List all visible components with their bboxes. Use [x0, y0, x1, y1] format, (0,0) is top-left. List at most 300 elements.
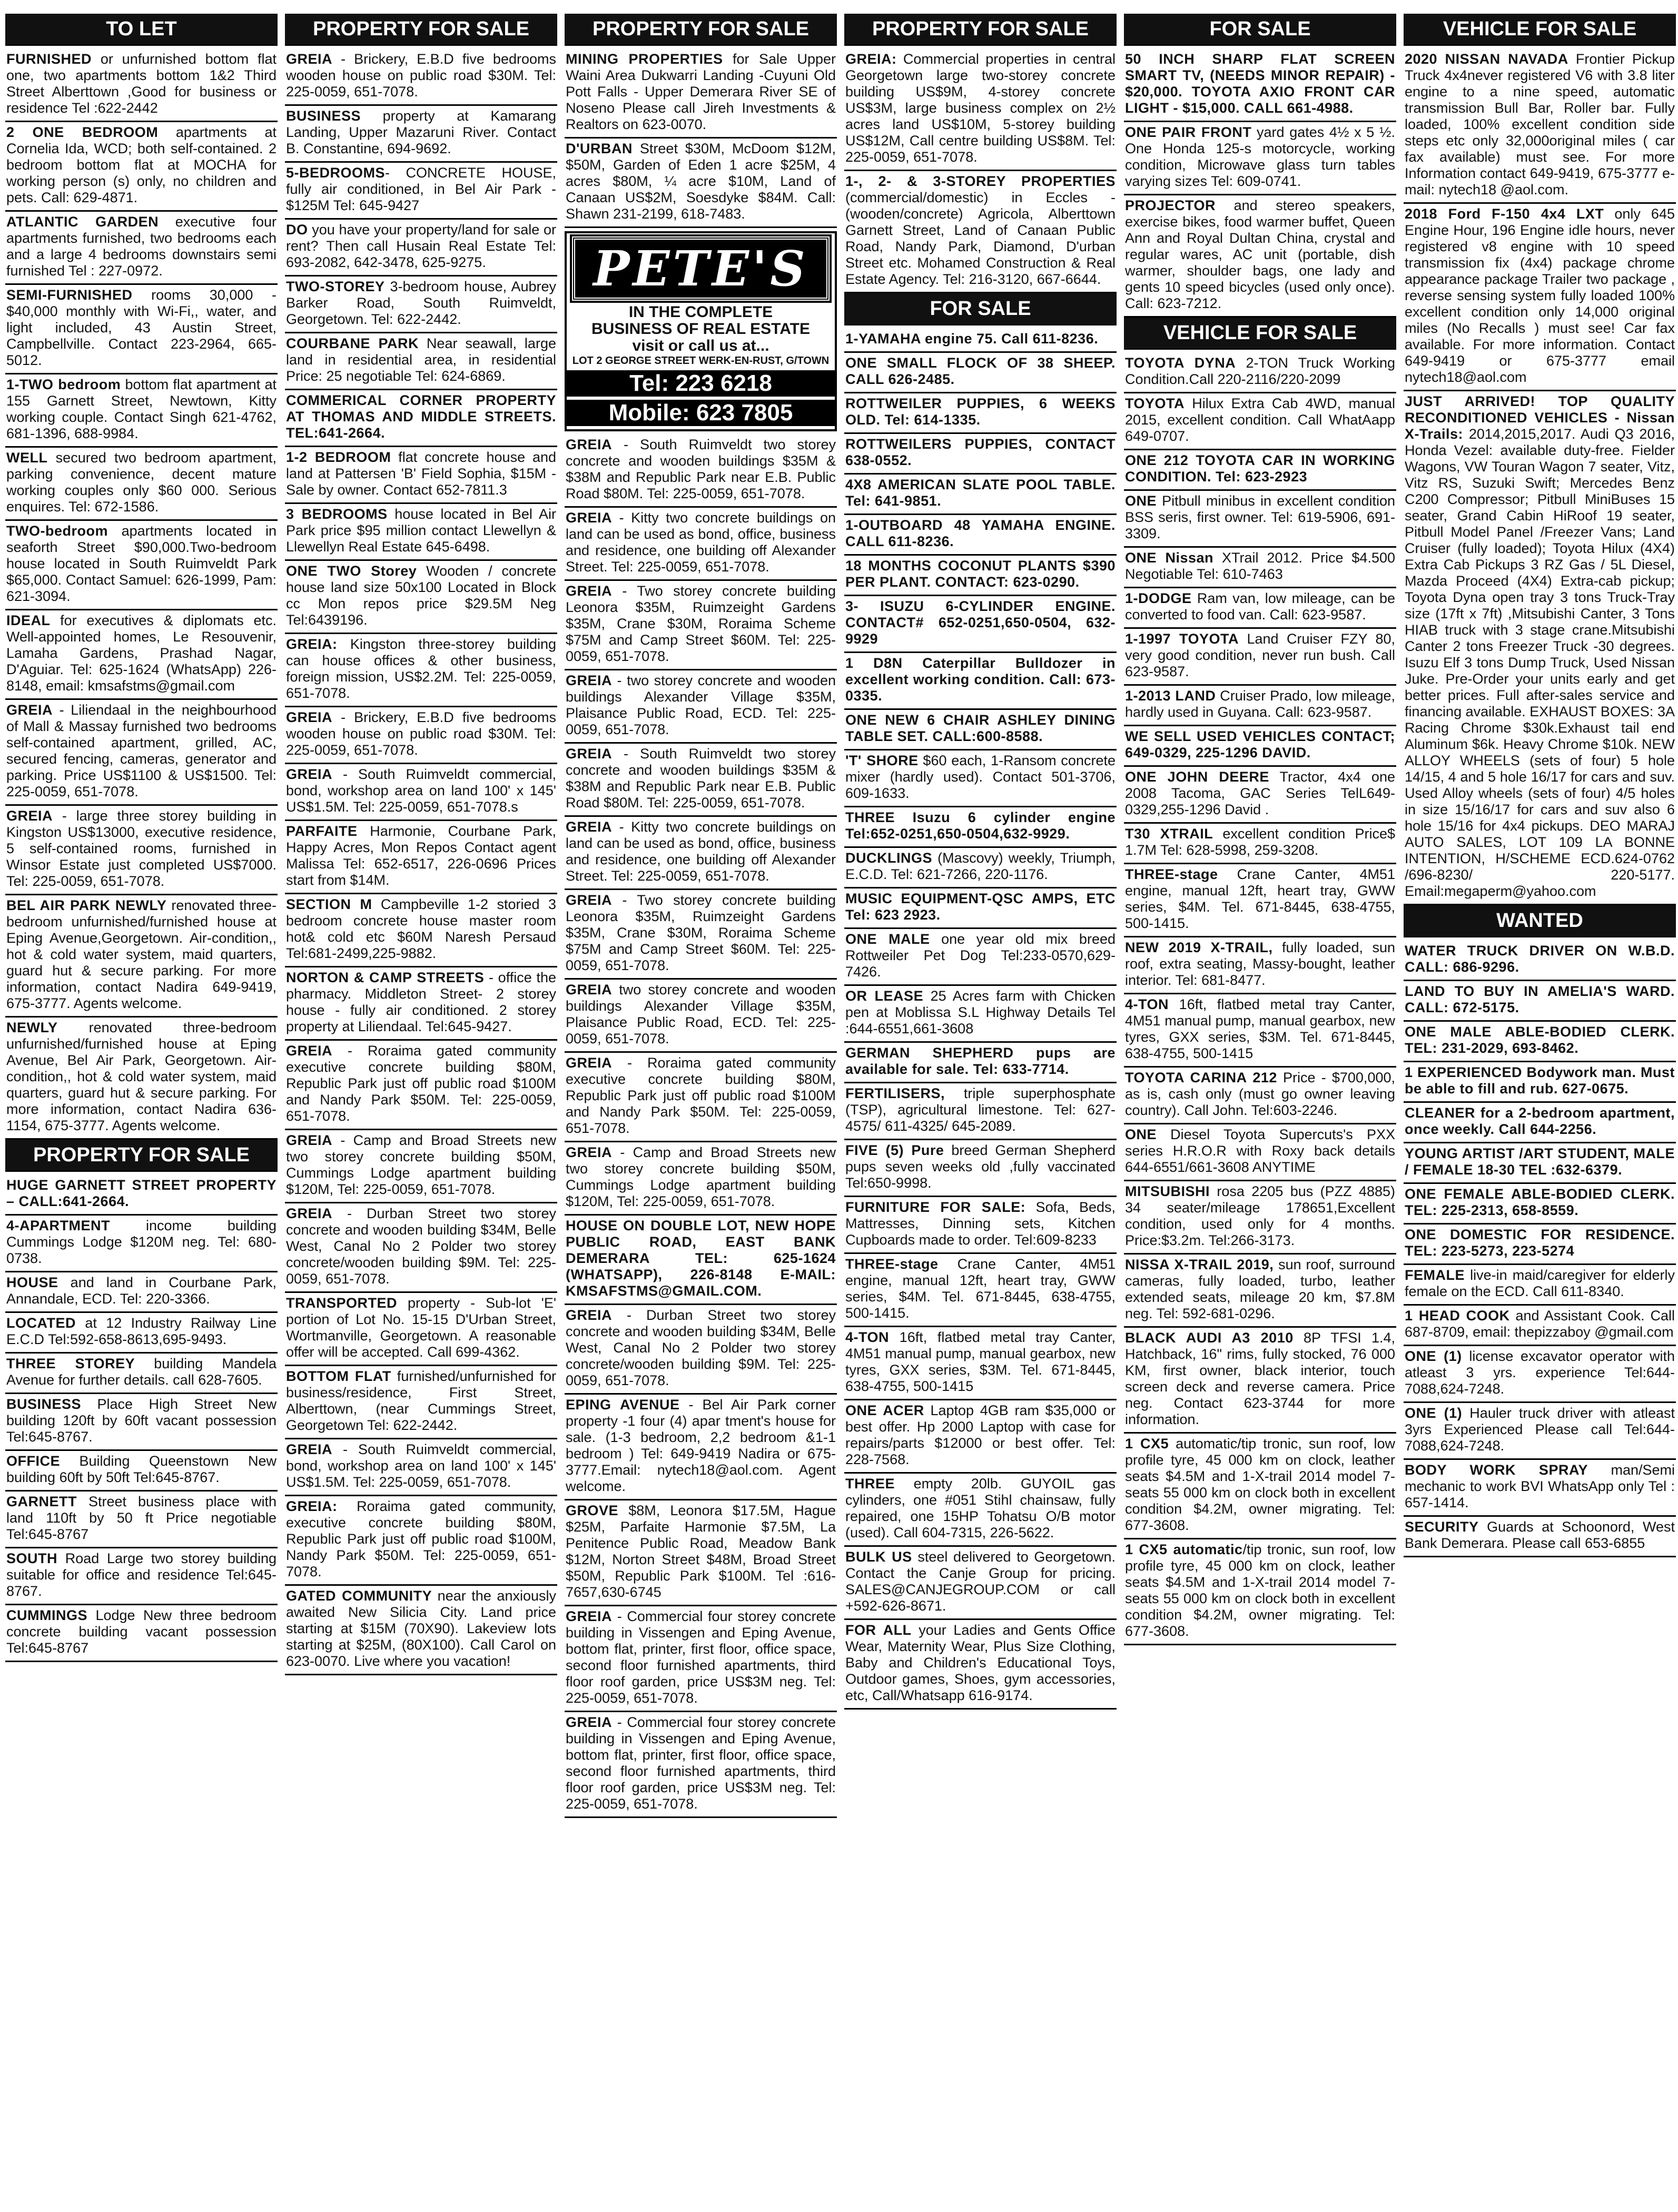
- ad-lead: GREIA: [6, 702, 53, 718]
- ad-lead: YOUNG ARTIST /ART STUDENT, MALE / FEMALE 18-30 TEL :632-6379.: [1405, 1146, 1675, 1178]
- classified-ad: [1124, 1068, 1396, 1124]
- ad-body: 8P TFSI 1.4, Hatchback, 16" rims, fully stocked, 76 000 KM, first owner, black interior, touch screen deck and reverse camera. Price neg. Contact 623-3744 for more information.: [1125, 1330, 1395, 1427]
- ad-body: for Sale Upper Waini Area Dukwarri Landing -Cuyuni Old Pott Falls - Upper Demerara River SE of Noseno Please call Jireh Investments & Realtors on 623-0070.: [566, 51, 836, 132]
- ad-body: rooms 30,000 - $40,000 monthly with Wi-Fi,, water, and light included, 43 Austin Street, Campbellville. Contact 223-2964, 665-5012.: [6, 287, 277, 368]
- classified-ad: [285, 1293, 557, 1366]
- ad-body: sun roof, surround cameras, fully loaded, turbo, leather extended seats, mileage 20 km, $7.8M neg. Tel: 592-681-0296.: [1125, 1257, 1395, 1321]
- ad-body: live-in maid/caregiver for elderly female on the ECD. Call 611-8340.: [1405, 1267, 1675, 1299]
- ad-lead: GROVE: [566, 1503, 619, 1518]
- classified-ad: [565, 1053, 837, 1142]
- ad-body: Wooden / concrete house land size 50x100 Located in Block cc Mon repos price $29.5M Neg Tel:6439196.: [286, 563, 557, 628]
- classified-ad: [844, 353, 1117, 393]
- classified-ad: [565, 1606, 837, 1712]
- ad-body: - Camp and Broad Streets new two storey concrete building $50M, Cummings Lodge apartment building $120M, Tel: 225-0059, 651-7078.: [566, 1144, 836, 1209]
- ad-lead: ONE TWO Storey: [286, 563, 417, 579]
- classified-ad: [5, 448, 278, 521]
- ad-body: XTrail 2012. Price $4.500 Negotiable Tel: 610-7463: [1125, 550, 1395, 582]
- classified-ad: [1124, 353, 1396, 393]
- ad-body: Ram van, low mileage, can be converted to food van. Call: 623-9587.: [1125, 590, 1395, 623]
- ad-body: and land in Courbane Park, Annandale, ECD. Tel: 220-3366.: [6, 1275, 277, 1307]
- classified-ad: [1404, 981, 1676, 1022]
- ad-lead: FURNISHED: [6, 51, 92, 67]
- column-1: [5, 14, 278, 2212]
- ad-lead: SEMI-FURNISHED: [6, 287, 133, 303]
- ad-body: secured two bedroom apartment, parking convenience, decent mature working couples only $60 000. Serious enquires. Tel: 672-1586.: [6, 450, 277, 515]
- ad-body: 2-TON Truck Working Condition.Call 220-2116/220-2099: [1125, 355, 1396, 387]
- ad-body: Land Cruiser FZY 80, very good condition, never run bush. Call 623-9587.: [1125, 631, 1396, 679]
- ad-lead: ATLANTIC GARDEN: [6, 214, 159, 230]
- classified-ad: [1404, 1022, 1676, 1062]
- ad-body: license excavator operator with atleast 3 yrs. experience Tel:644-7088,624-7248.: [1405, 1348, 1675, 1397]
- ad-lead: TRANSPORTED: [286, 1295, 398, 1311]
- classified-ad: [285, 333, 557, 390]
- ad-lead: ONE NEW 6 CHAIR ASHLEY DINING TABLE SET. CALL:600-8588.: [845, 712, 1116, 744]
- ad-lead: 1-1997 TOYOTA: [1125, 631, 1239, 647]
- ad-body: automatic/tip tronic, sun roof, low profile tyre, 45 000 km on clock, leather seats $4.5M and 1-X-trail 2014 model 7-seats 55 000 km on clock both in excellent condition $4.2M, owner migrating. Tel: 677-3608.: [1125, 1436, 1395, 1533]
- ad-lead: NISSA X-TRAIL 2019,: [1125, 1257, 1274, 1272]
- ad-body: - Camp and Broad Streets new two storey concrete building $50M, Cummings Lodge apartment building $120M, Tel: 225-0059, 651-7078.: [286, 1132, 556, 1197]
- classified-ad: [5, 895, 278, 1018]
- ad-body: 16ft, flatbed metal tray Canter, 4M51 manual pump, manual gearbox, new tyres, GXX series, $3M. Tel. 671-8445, 638-4755, 500-1415: [845, 1329, 1116, 1394]
- ad-lead: 1-TWO bedroom: [6, 377, 121, 392]
- ad-lead: GREIA: [286, 709, 333, 725]
- ad-lead: BLACK AUDI A3 2010: [1125, 1330, 1294, 1346]
- classified-ad: [844, 848, 1117, 888]
- ad-lead: SECTION M: [286, 896, 372, 912]
- section-heading: FOR SALE: [1124, 14, 1396, 46]
- classified-ad: [1404, 1143, 1676, 1184]
- classified-ad: [565, 581, 837, 670]
- ad-body: Frontier Pickup Truck 4x4never registered V6 with 3.8 liter engine to a nine speed, automatic transmission Bull Bar, Roller bar. Fully loaded, 100% excellent condition side steps etc only 32,000original miles ( car fax available) must see. For more Information contact 649-9419, 675-3777 e-mail: nytech18 @aol.com.: [1405, 51, 1675, 197]
- ad-lead: 3- ISUZU 6-CYLINDER ENGINE. CONTACT# 652-0251,650-0504, 632-9929: [845, 598, 1116, 647]
- ad-lead: THREE Isuzu 6 cylinder engine Tel:652-0251,650-0504,632-9929.: [845, 809, 1116, 842]
- classified-ad: [844, 329, 1117, 353]
- ad-lead: ONE DOMESTIC FOR RESIDENCE. TEL: 223-5273, 223-5274: [1405, 1227, 1675, 1259]
- logo-mobile: Mobile: 623 7805: [567, 400, 835, 426]
- ad-body: man/Semi mechanic to work BVI WhatsApp only Tel : 657-1414.: [1405, 1462, 1675, 1510]
- ad-lead: NORTON & CAMP STREETS: [286, 970, 485, 985]
- classified-ad: [5, 806, 278, 895]
- classified-ad: [1404, 1265, 1676, 1306]
- ad-lead: 2 ONE BEDROOM: [6, 124, 159, 140]
- ad-body: Diesel Toyota Supercuts's PXX series H.R.O.R with Roxy back details 644-6551/661-3608 ANYTIME: [1125, 1127, 1395, 1175]
- ad-body: (commercial/domestic) in Eccles - (wooden/concrete) Agricola, Alberttown Garnett Street, Land of Canaan Public Road, Nandy Park, Diamond, D'urban Street etc. Mohamed Construction & Real Estate Agency. Tel: 216-3120, 667-6644.: [845, 190, 1116, 287]
- ad-body: - office the pharmacy. Middleton Street- 2 storey house - fully air conditioned. 2 storey property at Liliendaal. Tel:645-9427.: [286, 970, 556, 1034]
- ad-lead: CLEANER for a 2-bedroom apartment, once weekly. Call 644-2256.: [1405, 1105, 1675, 1137]
- column-4: [844, 14, 1117, 2212]
- classified-ad: [565, 49, 837, 139]
- ad-lead: GREIA: [286, 1132, 333, 1148]
- ad-body: executive four apartments furnished, two bedrooms each and a large 4 bedrooms downstairs semi furnished Tel : 227-0972.: [6, 214, 277, 279]
- logo-address: LOT 2 GEORGE STREET WERK-EN-RUST, G/TOWN: [572, 355, 830, 367]
- ad-body: Lodge New three bedroom concrete building vacant possession Tel:645-8767: [6, 1607, 277, 1656]
- ad-body: 3-bedroom house, Aubrey Barker Road, South Ruimveldt, Georgetown. Tel: 622-2442.: [286, 279, 556, 327]
- classified-ad: [285, 894, 557, 967]
- ad-lead: 1-2013 LAND: [1125, 688, 1216, 704]
- ad-lead: TWO-bedroom: [6, 523, 108, 539]
- classified-ad: [844, 475, 1117, 515]
- ad-lead: ONE ACER: [845, 1403, 924, 1418]
- ad-lead: GREIA: [286, 51, 333, 67]
- ad-body: - Commercial four storey concrete building in Vissengen and Eping Avenue, bottom flat, printer, first floor, office space, second floor furnished apartments, third floor roof garden, price US$3M neg. Tel: 225-0059, 651-7078.: [566, 1714, 836, 1812]
- ad-body: - Bel Air Park corner property -1 four (4) apar tment's house for sale. (1-3 bedroom, 2,2 bedroom &1-1 bedroom ) Tel: 649-9419 Nadira or 675-3777.Email: nytech18@aol.com. Agent welcome.: [566, 1397, 836, 1494]
- ad-lead: PARFAITE: [286, 823, 358, 839]
- classified-ad: [1404, 1062, 1676, 1103]
- classified-ad: [285, 163, 557, 220]
- ad-lead: ONE Nissan: [1125, 550, 1214, 566]
- classified-ad: [1404, 1103, 1676, 1143]
- ad-body: furnished/unfurnished for business/residence, First Street, Alberttown, (near Cummings Street, Georgetown Tel: 622-2442.: [286, 1368, 556, 1433]
- ad-lead: THREE-stage: [1125, 866, 1218, 882]
- classified-ad: [5, 49, 278, 122]
- classified-ad: [844, 393, 1117, 434]
- ad-body: - Roraima gated community executive concrete building $80M, Republic Park just off public road $100M and Nandy Park $50M. Tel: 225-0059, 651-7078.: [566, 1055, 836, 1136]
- ad-body: Kingston three-storey building can house offices & other business, foreign mission, US$2.2M. Tel: 225-0059, 651-7078.: [286, 636, 556, 701]
- ad-lead: 1 CX5 automatic: [1125, 1542, 1243, 1557]
- classified-ad: [1124, 1181, 1396, 1255]
- ad-body: steel delivered to Georgetown. Contact the Canje Group for pricing. SALES@CANJEGROUP.COM or call +592-626-8671.: [845, 1549, 1116, 1614]
- ad-body: renovated three-bedroom unfurnished/furnished house at Eping Avenue, Bel Air Park, Georgetown. Air-condition,, hot & cold water system, maid quarters, guard hut & secure parking. For more information, contact Nadira 636-1154, 675-3777. Agents welcome.: [6, 1020, 277, 1133]
- classified-ad: [844, 49, 1117, 171]
- ad-body: 25 Acres farm with Chicken pen at Moblissa S.L Highway Details Tel :644-6551,661-3608: [845, 988, 1116, 1036]
- ad-lead: ROTTWEILERS PUPPIES, CONTACT 638-0552.: [845, 436, 1116, 468]
- ad-body: rosa 2205 bus (PZZ 4885) 34 seater/mileage 178651,Excellent condition, used only for 4 months. Price:$3.2m. Tel:266-3173.: [1125, 1183, 1395, 1248]
- ad-lead: GREIA: [6, 808, 53, 824]
- classified-ad: [1404, 1517, 1676, 1557]
- ad-lead: ONE PAIR FRONT: [1125, 124, 1252, 140]
- ad-body: Cruiser Prado, low mileage, hardly used in Guyana. Call: 623-9587.: [1125, 688, 1395, 720]
- classified-ad: [565, 670, 837, 744]
- classified-ad: [285, 707, 557, 764]
- ad-body: Near seawall, large land in residential area, in residential Price: 25 negotiable Tel: 624-6869.: [286, 335, 556, 384]
- classified-ad: [565, 1712, 837, 1818]
- ad-lead: JUST ARRIVED! TOP QUALITY RECONDITIONED VEHICLES - Nissan X-Trails:: [1405, 393, 1675, 442]
- ad-lead: ONE JOHN DEERE: [1125, 769, 1269, 785]
- ad-body: - large three storey building in Kingston US$13000, executive residence, 5 self-contained rooms, furnished in Winsor Estate just completed US$7000. Tel: 225-0059, 651-7078.: [6, 808, 277, 889]
- ad-lead: GREIA: [566, 437, 613, 452]
- ad-lead: 4-TON: [1125, 996, 1169, 1012]
- classified-ad: [565, 817, 837, 890]
- ad-body: (Mascovy) weekly, Triumph, E.C.D. Tel: 621-7266, 220-1176.: [845, 850, 1116, 882]
- classified-ad: [5, 285, 278, 374]
- ad-lead: 1 CX5: [1125, 1436, 1169, 1451]
- ad-lead: GREIA: [566, 1055, 613, 1071]
- ad-lead: GARNETT: [6, 1494, 77, 1509]
- ad-body: Commercial properties in central Georgetown large two-storey concrete building US$9M, 4-storey concrete US$3M, large business complex on 2½ acres land US$10M, 5-storey building US$12M, Call centre building US$8M. Tel: 225-0059, 651-7078.: [845, 51, 1116, 165]
- ad-body: Crane Canter, 4M51 engine, manual 12ft, heart tray, GWW series, $4M. Tel. 671-8445, 638-4755, 500-1415.: [845, 1256, 1116, 1321]
- ad-body: 2014,2015,2017. Audi Q3 2016, Honda Vezel: available duty-free. Fielder Wagons, VW Touran Wagon 7 seater, Vitz, Vitz RS, Suzuki Swift; Mercedes Benz C200 Compressor; Pitbull MiniBuses 15 seater, Grand Cabin HiRoof 19 seater, Pitbull Model Panel /Freezer Vans; Land Cruiser (fully loaded); Toyota Hilux (4X4) Extra Cab Pickups 3 RZ Gas / 5L Diesel, Mazda Proceed (4X4) Extra-cab pickup; Toyota Dyna open tray 3 tons Truck-Tray size (17ft x 7ft) ,Mitsubishi Canter, 3 Tons HIAB truck with 3 stage crane.Mitsubishi Canter 2 tons Freezer Truck -30 degrees. Isuzu Elf 3 tons Dump Truck, Used Nissan Juke. Pre-Order your units early and get better prices. Full after-sales service and financing available. EXHAUST BOXES: 3A Racing Chrome $30k.Exhaust tail end Aluminum $6k. Heavy Chrome $10k. NEW ALLOY WHEELS (sets of four) 5 hole 14/15, 4 and 5 hole 16/17 for cars and suv. Used Alloy wheels (sets of four) 4/5 holes in size 15/16/17 for cars and suv also 6 hole 15/16 for 4x4 pickups. DEO MARAJ AUTO SALES, LOT 109 LA BONNE INTENTION, H/SCHEME ECD.624-0762 /696-8230/ 220-5177. Email:megaperm@yahoo.com: [1405, 426, 1675, 899]
- classified-ad: [565, 508, 837, 581]
- ad-lead: HOUSE ON DOUBLE LOT, NEW HOPE PUBLIC ROAD, EAST BANK DEMERARA TEL: 625-1624 (WHATSAPP), 226-8148 E-MAIL: KMSAFSTMS@GMAIL.COM.: [566, 1218, 836, 1299]
- classified-ad: [1404, 1403, 1676, 1460]
- ad-body: bottom flat apartment at 155 Garnett Street, Newtown, Kitty working couple. Contact Singh 621-4762, 681-1396, 688-9984.: [6, 377, 277, 441]
- classified-ad: [1404, 1224, 1676, 1265]
- classified-ad: [285, 447, 557, 504]
- classified-ad: [844, 986, 1117, 1043]
- classified-ad: [565, 1142, 837, 1216]
- classified-ad: [5, 1394, 278, 1451]
- classified-ad: [285, 49, 557, 106]
- classified-ad: [844, 1083, 1117, 1140]
- ad-lead: GREIA: [286, 1043, 333, 1059]
- ad-lead: ROTTWEILER PUPPIES, 6 WEEKS OLD. Tel: 614-1335.: [845, 396, 1116, 428]
- classified-ad: [844, 1254, 1117, 1327]
- classified-ad: [1124, 1328, 1396, 1434]
- classified-ad: [1124, 1539, 1396, 1645]
- ad-lead: 1-2 BEDROOM: [286, 449, 391, 465]
- ad-lead: PROJECTOR: [1125, 197, 1216, 213]
- ad-lead: OFFICE: [6, 1453, 60, 1469]
- ad-lead: GERMAN SHEPHERD pups are available for sale. Tel: 633-7714.: [845, 1045, 1116, 1077]
- classified-ad: [1124, 686, 1396, 726]
- ad-lead: WATER TRUCK DRIVER ON W.B.D. CALL: 686-9296.: [1405, 943, 1675, 975]
- classified-ad: [285, 821, 557, 894]
- classified-ad: [5, 212, 278, 285]
- section-heading: FOR SALE: [844, 293, 1117, 325]
- section-heading: WANTED: [1404, 905, 1676, 937]
- classified-ad: [1404, 1184, 1676, 1224]
- ad-body: - Liliendaal in the neighbourhood of Mall & Massay furnished two bedrooms self-contained apartment, grilled, AC, secured fencing, cameras, generator and parking. Price US$1100 & US$1500. Tel: 225-0059, 651-7078.: [6, 702, 277, 799]
- ad-body: excellent condition Price$ 1.7M Tel: 628-5998, 259-3208.: [1125, 826, 1395, 858]
- ad-lead: 18 MONTHS COCONUT PLANTS $390 PER PLANT. CONTACT: 623-0290.: [845, 558, 1116, 590]
- ad-lead: THREE-stage: [845, 1256, 939, 1272]
- logo-tagline-2: BUSINESS OF REAL ESTATE: [591, 320, 811, 338]
- ad-lead: T30 XTRAIL: [1125, 826, 1213, 842]
- classified-ad: [5, 1175, 278, 1216]
- ad-lead: BEL AIR PARK NEWLY: [6, 897, 167, 913]
- ad-lead: NEW 2019 X-TRAIL,: [1125, 940, 1273, 955]
- classified-ad: [5, 1548, 278, 1605]
- classified-ad: [844, 1327, 1117, 1400]
- ad-lead: SOUTH: [6, 1551, 57, 1566]
- ad-lead: GREIA: [566, 583, 613, 599]
- ad-lead: HOUSE: [6, 1275, 58, 1290]
- classified-ad: [844, 888, 1117, 929]
- ad-lead: 1-, 2- & 3-STOREY PROPERTIES: [845, 173, 1116, 189]
- ad-body: building Mandela Avenue for further details. call 628-7605.: [6, 1356, 277, 1388]
- ad-body: Campbeville 1-2 storied 3 bedroom concrete house master room hot& cold etc $60M Naresh Persaud Tel:681-2499,225-9882.: [286, 896, 556, 961]
- section-heading: PROPERTY FOR SALE: [565, 14, 837, 46]
- ad-lead: NEWLY: [6, 1020, 58, 1035]
- classified-ad: [565, 1216, 837, 1305]
- classified-ad: [285, 1366, 557, 1439]
- classified-ad: [1404, 1306, 1676, 1346]
- column-2: [285, 14, 557, 2212]
- ad-lead: IDEAL: [6, 613, 51, 628]
- classified-ad: [565, 434, 837, 508]
- ad-lead: ONE MALE ABLE-BODIED CLERK. TEL: 231-2029, 693-8462.: [1405, 1024, 1675, 1056]
- ad-body: $60 each, 1-Ransom concrete mixer (hardly used). Contact 501-3706, 609-1633.: [845, 753, 1116, 801]
- ad-lead: GREIA: [566, 1307, 613, 1323]
- ad-lead: TOYOTA: [1125, 396, 1185, 411]
- classified-ad: [285, 106, 557, 163]
- ad-body: one year old mix breed Rottweiler Pet Dog Tel:233-0570,629-7426.: [845, 931, 1116, 980]
- ad-lead: GREIA:: [286, 1498, 338, 1514]
- ad-lead: DUCKLINGS: [845, 850, 932, 866]
- ad-lead: THREE: [845, 1476, 895, 1492]
- classified-ad: [844, 807, 1117, 848]
- ad-body: Price - $700,000, as is, cash only (must go owner leaving country). Call John. Tel:603-2246.: [1125, 1070, 1395, 1118]
- logo-tagline-1: IN THE COMPLETE: [628, 303, 773, 321]
- ad-lead: GREIA: [566, 892, 613, 908]
- classified-ad: [1404, 391, 1676, 905]
- ad-lead: GREIA:: [286, 636, 338, 652]
- ad-lead: OR LEASE: [845, 988, 924, 1004]
- ad-lead: BUSINESS: [286, 108, 361, 124]
- ad-lead: TOYOTA DYNA: [1125, 355, 1236, 371]
- ad-lead: MITSUBISHI: [1125, 1183, 1210, 1199]
- classified-ad: [285, 764, 557, 821]
- classified-ad: [5, 521, 278, 610]
- classified-ad: [565, 744, 837, 817]
- ad-body: Laptop 4GB ram $35,000 or best offer. Hp 2000 Laptop with case for repairs/parts $12000 or best offer. Tel: 228-7568.: [845, 1403, 1116, 1467]
- classified-ad: [1124, 195, 1396, 318]
- column-3: [565, 14, 837, 2212]
- classified-ad: [844, 1197, 1117, 1254]
- ad-body: for executives & diplomats etc. Well-appointed homes, Le Resouvenir, Lamaha Gardens, Prashad Nagar, D'Aguiar. Tel: 625-1624 (WhatsApp) 226-8148, email: kmsafstms@gmail.com: [6, 613, 277, 694]
- ad-lead: ONE SMALL FLOCK OF 38 SHEEP. CALL 626-2485.: [845, 355, 1116, 387]
- ad-lead: ONE: [1125, 1127, 1157, 1142]
- ad-body: Sofa, Beds, Mattresses, Dinning sets, Kitchen Cupboards made to order. Tel:609-8233: [845, 1199, 1116, 1248]
- ad-lead: ONE: [1125, 493, 1157, 509]
- classified-ad: [1124, 767, 1396, 824]
- classified-ad: [285, 220, 557, 276]
- ad-lead: 1-OUTBOARD 48 YAMAHA ENGINE. CALL 611-8236.: [845, 517, 1116, 549]
- classified-ad: [1124, 994, 1396, 1068]
- classified-ad: [1404, 49, 1676, 204]
- ad-body: Harmonie, Courbane Park, Happy Acres, Mon Repos Contact agent Malissa Tel: 652-6517, 226-0696 Prices start from $14M.: [286, 823, 556, 888]
- ad-lead: ONE (1): [1405, 1405, 1463, 1421]
- ad-lead: FURNITURE FOR SALE:: [845, 1199, 1026, 1215]
- ad-body: house located in Bel Air Park price $95 million contact Llewellyn & Llewellyn Real Estate 645-6498.: [286, 506, 556, 555]
- classified-ad: [1124, 937, 1396, 994]
- ad-lead: BOTTOM FLAT: [286, 1368, 391, 1384]
- section-heading: PROPERTY FOR SALE: [285, 14, 557, 46]
- ad-lead: GATED COMMUNITY: [286, 1588, 432, 1604]
- ad-body: - Kitty two concrete buildings on land can be used as bond, office, business and residence, one building off Alexander Street. Tel: 225-0059, 651-7078.: [566, 819, 836, 884]
- ad-lead: SECURITY: [1405, 1519, 1479, 1535]
- ad-lead: ONE 212 TOYOTA CAR IN WORKING CONDITION. Tel: 623-2923: [1125, 452, 1395, 485]
- column-6: [1404, 14, 1676, 2212]
- ad-body: - CONCRETE HOUSE, fully air conditioned, in Bel Air Park - $125M Tel: 645-9427: [286, 165, 556, 213]
- classified-ad: [844, 171, 1117, 293]
- classified-ad: [1404, 1460, 1676, 1517]
- ad-body: Street business place with land 110ft by 50 ft Price negotiable Tel:645-8767: [6, 1494, 277, 1542]
- classified-ad: [5, 700, 278, 806]
- ad-lead: 3 BEDROOMS: [286, 506, 388, 522]
- classified-ad: [1124, 548, 1396, 588]
- classified-ad: [844, 653, 1117, 710]
- ad-body: - Brickery, E.B.D five bedrooms wooden house on public road $30M. Tel: 225-0059, 651-7078.: [286, 709, 556, 758]
- classified-ad: [285, 561, 557, 634]
- classified-ad: [5, 122, 278, 212]
- classified-ad: [1124, 1434, 1396, 1539]
- ad-lead: GREIA: [566, 746, 613, 762]
- classified-ad: [844, 1140, 1117, 1197]
- ad-lead: TOYOTA CARINA 212: [1125, 1070, 1277, 1085]
- ad-lead: 1 D8N Caterpillar Bulldozer in excellent working condition. Call: 673-0335.: [845, 655, 1116, 704]
- section-heading: PROPERTY FOR SALE: [844, 14, 1117, 46]
- classified-ad: [5, 1605, 278, 1662]
- ad-body: property at Kamarang Landing, Upper Mazaruni River. Contact B. Constantine, 694-9692.: [286, 108, 556, 156]
- ad-lead: WELL: [6, 450, 48, 466]
- section-heading: VEHICLE FOR SALE: [1124, 318, 1396, 350]
- classified-ad: [5, 1354, 278, 1394]
- ad-body: - South Ruimveldt commercial, bond, workshop area on land 100' x 145' US$1.5M. Tel: 225-0059, 651-7078.s: [286, 766, 556, 815]
- ad-lead: GREIA: [566, 1608, 613, 1624]
- ad-lead: FOR ALL: [845, 1622, 912, 1638]
- ad-lead: GREIA: [566, 982, 613, 998]
- ad-lead: 4X8 AMERICAN SLATE POOL TABLE. Tel: 641-9851.: [845, 477, 1116, 509]
- ad-body: yard gates 4½ x 5 ½. One Honda 125-s motorcycle, working condition, Microwave glass turn tables varying sizes Tel: 609-0741.: [1125, 124, 1396, 189]
- ad-lead: FIVE (5) Pure: [845, 1142, 944, 1158]
- classifieds-grid: [5, 14, 1673, 2212]
- ad-body: and stereo speakers, exercise bikes, food warmer buffet, Queen Ann and Royal Dultan China, crystal and regular wares, AC unit (portable, dish warmer, shoulder bags, one lady and gents 10 speed bicycles (used only once). Call: 623-7212.: [1125, 197, 1395, 311]
- classified-ad: [285, 1203, 557, 1293]
- real-estate-logo-ad: [565, 231, 837, 431]
- classified-ad: [1404, 1346, 1676, 1403]
- ad-lead: FEMALE: [1405, 1267, 1465, 1283]
- classified-ad: [285, 1439, 557, 1496]
- ad-lead: BODY WORK SPRAY: [1405, 1462, 1588, 1478]
- classified-ad: [5, 1492, 278, 1548]
- logo-telephone: Tel: 223 6218: [567, 370, 835, 397]
- classified-ad: [285, 276, 557, 333]
- ad-lead: 2020 NISSAN NAVADA: [1405, 51, 1568, 67]
- ad-lead: HUGE GARNETT STREET PROPERTY – CALL:641-2664.: [6, 1177, 277, 1209]
- ad-body: Guards at Schoonord, West Bank Demerara. Please call 653-6855: [1405, 1519, 1675, 1551]
- classified-ad: [844, 596, 1117, 653]
- ad-lead: CUMMINGS: [6, 1607, 87, 1623]
- ad-body: - South Ruimveldt two storey concrete and wooden buildings $35M & $38M and Republic Park near E.B. Public Road $80M. Tel: 225-0059, 651-7078.: [566, 437, 836, 501]
- ad-body: Building Queenstown New building 60ft by 50ft Tel:645-8767.: [6, 1453, 277, 1485]
- classified-ad: [565, 1395, 837, 1500]
- classified-ad: [285, 634, 557, 707]
- ad-body: or unfurnished bottom flat one, two apartments bottom 1&2 Third Street Alberttown ,Good for business or residence Tel :622-2442: [6, 51, 277, 116]
- classified-ad: [1124, 588, 1396, 629]
- ad-lead: 4-TON: [845, 1329, 890, 1345]
- ad-body: - Durban Street two storey concrete and wooden building $34M, Belle West, Canal No 2 Polder two storey concrete/wooden building $9M. Tel: 225-0059, 651-7078.: [566, 1307, 836, 1388]
- classified-ad: [844, 1474, 1117, 1547]
- classified-ad: [844, 1400, 1117, 1474]
- ad-lead: WE SELL USED VEHICLES CONTACT; 649-0329, 225-1296 DAVID.: [1125, 728, 1395, 761]
- ad-lead: LOCATED: [6, 1315, 76, 1331]
- classified-ad: [1124, 122, 1396, 195]
- logo-tagline-3: visit or call us at...: [632, 337, 769, 354]
- ad-body: - South Ruimveldt two storey concrete and wooden buildings $35M & $38M and Republic Park near E.B. Public Road $80M. Tel: 225-0059, 651-7078.: [566, 746, 836, 811]
- ad-body: - Two storey concrete building Leonora $35M, Ruimzeight Gardens $35M, Crane $30M, Roraima Scheme $75M and Camp Street $60M. Tel: 225-0059, 651-7078.: [566, 583, 836, 664]
- ad-body: fully loaded, sun roof, extra seating, Massy-bought, leather interior. Tel: 681-8477.: [1125, 940, 1396, 988]
- ad-lead: 'T' SHORE: [845, 753, 919, 768]
- ad-lead: BULK US: [845, 1549, 912, 1565]
- ad-body: apartments located in seaforth Street $90,000.Two-bedroom house located in South Ruimveldt Park $65,000. Contact Samuel: 626-1999, Pam: 621-3094.: [6, 523, 277, 604]
- ad-body: - Commercial four storey concrete building in Vissengen and Eping Avenue, bottom flat, printer, first floor, office space, second floor furnished apartments, third floor roof garden, price US$3M neg. Tel: 225-0059, 651-7078.: [566, 1608, 836, 1706]
- ad-lead: ONE MALE: [845, 931, 930, 947]
- ad-body: - Two storey concrete building Leonora $35M, Ruimzeight Gardens $35M, Crane $30M, Roraima Scheme $75M and Camp Street $60M. Tel: 225-0059, 651-7078.: [566, 892, 836, 973]
- ad-body: Street $30M, McDoom $12M, $50M, Garden of Eden 1 acre $25M, 4 acres $80M, ¼ acre $10M, Land of Canaan US$2M, Soesdyke $84M. Call: Shawn 231-2199, 618-7483.: [566, 141, 836, 222]
- classified-ad: [5, 610, 278, 700]
- classified-ad: [285, 1041, 557, 1130]
- ad-body: Roraima gated community, executive concrete building $80M, Republic Park just off public road $100M, Nandy Park $50M. Tel: 225-0059, 651-7078.: [286, 1498, 556, 1579]
- ad-body: - Roraima gated community executive concrete building $80M, Republic Park just off public road $100M and Nandy Park $50M. Tel: 225-0059, 651-7078.: [286, 1043, 556, 1124]
- ad-body: /tip tronic, sun roof, low profile tyre, 45 000 km on clock, leather seats $4.5M and 1-X-trail 2014 model 7-seats 55 000 km on clock both in excellent condition $4.2M, owner migrating. Tel: 677-3608.: [1125, 1542, 1395, 1639]
- classified-ad: [844, 929, 1117, 986]
- ad-lead: GREIA: [566, 510, 613, 526]
- classified-ad: [844, 556, 1117, 596]
- classified-ad: [844, 750, 1117, 807]
- classified-ad: [1404, 941, 1676, 981]
- classified-ad: [1124, 1124, 1396, 1181]
